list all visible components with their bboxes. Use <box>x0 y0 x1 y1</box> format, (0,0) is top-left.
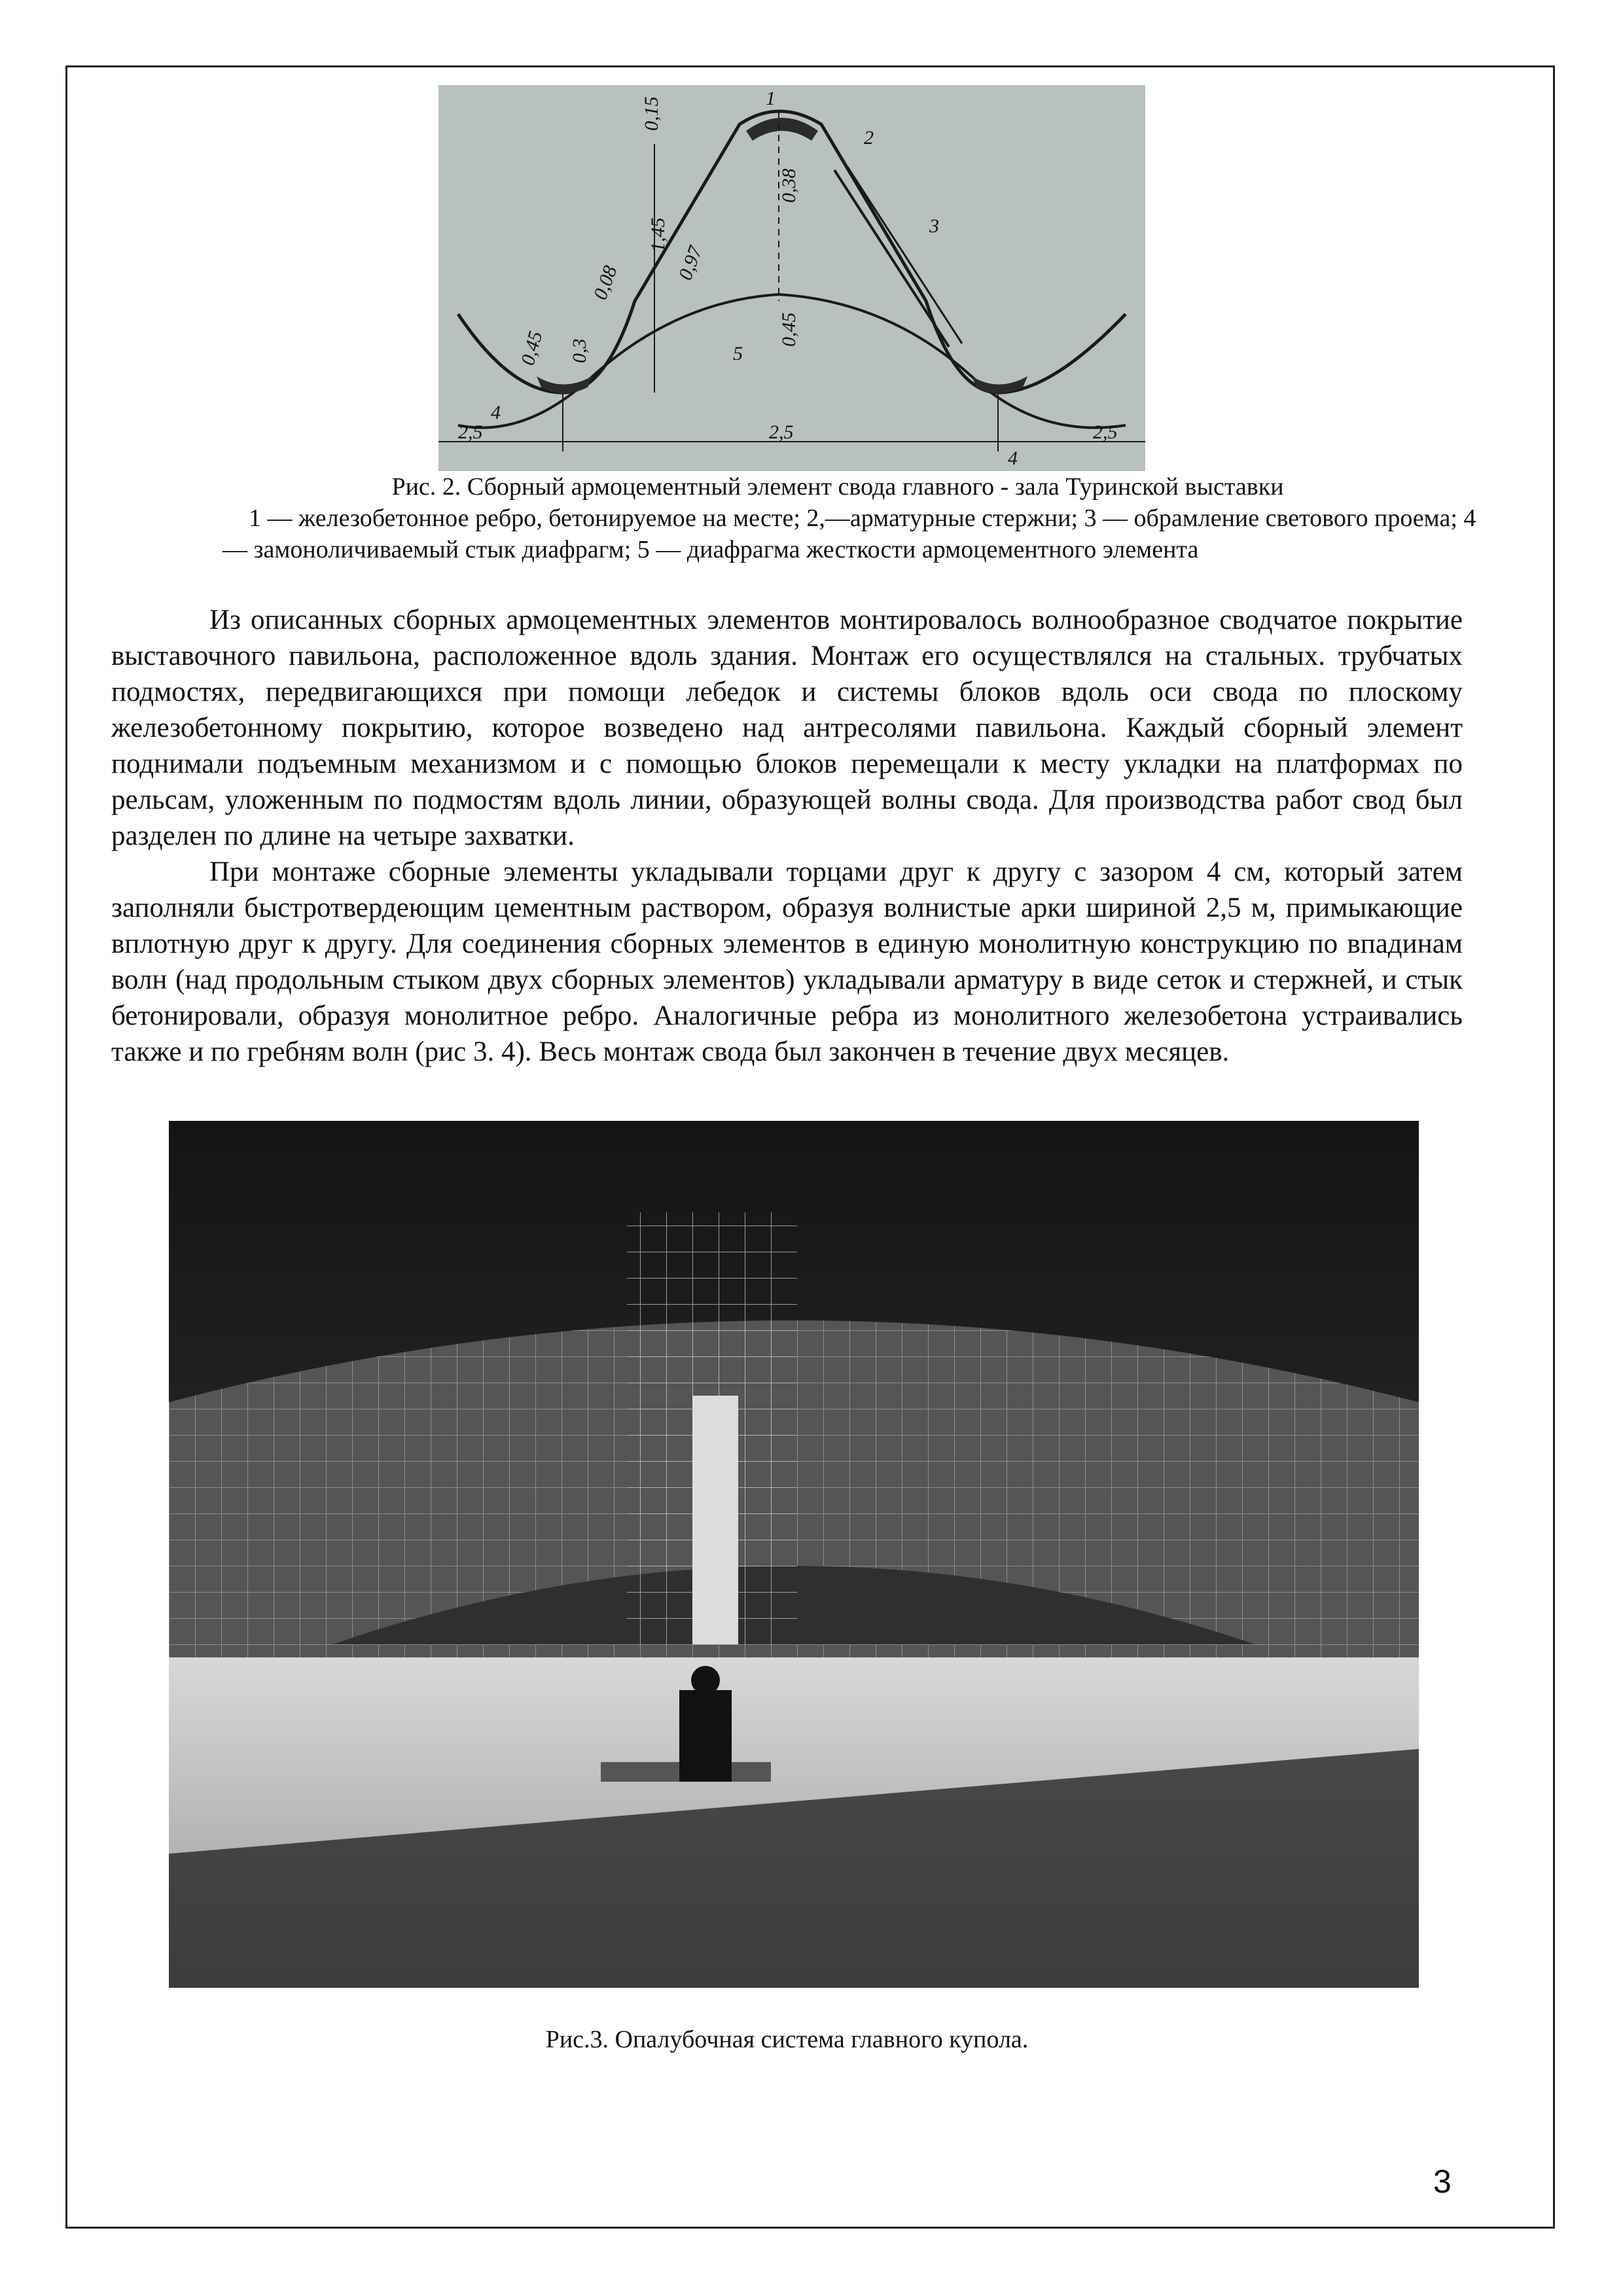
dim-097: 0,97 <box>674 243 707 283</box>
figure-2-drawing <box>438 85 1145 471</box>
figure-2-title: Рис. 2. Сборный армоцементный элемент свода главного - зала Туринской выставки <box>391 473 1284 501</box>
dim-03: 0,3 <box>569 338 590 363</box>
figure-3-photo <box>169 1121 1419 1988</box>
body-text <box>111 602 1463 1070</box>
label-4-right: 4 <box>1008 448 1018 469</box>
figure-2-caption <box>196 471 1479 565</box>
page-number: 3 <box>1433 2163 1452 2200</box>
figure-3-caption: Рис.3. Опалубочная система главного купола. <box>545 2026 1029 2053</box>
dim-015: 0,15 <box>641 96 662 131</box>
dim-25-right: 2,5 <box>1093 421 1118 443</box>
label-1: 1 <box>766 88 776 109</box>
label-2: 2 <box>864 127 874 149</box>
dim-045-mid: 0,45 <box>778 312 800 347</box>
paragraph-2: При монтаже сборные элементы укладывали торцами друг к другу с зазором 4 см, который затем заполняли быстротвердеющим цементным раствором, образуя волнистые арки шириной 2,5 м, примыкающие вплотную друг к другу. Для соединения сборных элементов в единую монолитную конструкцию по впадинам волн (над продольным стыком двух сборных элементов) укладывали арматуру в виде сеток и стержней, и стык бетонировали, образуя монолитное ребро. Аналогичные ребра из монолитного железобетона устраивались также и по гребням волн (рис 3. 4). Весь монтаж свода был закончен в течение двух месяцев. <box>111 857 1463 1067</box>
dim-045-left: 0,45 <box>516 328 547 368</box>
dim-25-left: 2,5 <box>458 421 483 443</box>
paragraph-1: Из описанных сборных армоцементных элементов монтировалось волнообразное сводчатое покрытие выставочного павильона, расположенное вдоль здания. Монтаж его осуществлялся на стальных. трубчатых подмостях, передвигающихся при помощи лебедок и системы блоков вдоль оси свода по плоскому железобетонному покрытию, которое возведено над антресолями павильона. Каждый сборный элемент поднимали подъемным механизмом и с помощью блоков перемещали к месту укладки на платформах по рельсам, уложенным по подмостям вдоль линии, образующей волны свода. Для производства работ свод был разделен по длине на четыре захватки. <box>111 605 1463 851</box>
dim-145: 1,45 <box>647 217 669 252</box>
label-4-left: 4 <box>491 402 501 423</box>
dim-038: 0,38 <box>778 168 800 203</box>
label-5: 5 <box>733 343 743 364</box>
dim-25-mid: 2,5 <box>769 421 794 443</box>
dim-008: 0,08 <box>589 262 622 303</box>
figure-2-legend: 1 — железобетонное ребро, бетонируемое на месте; 2,—арматурные стержни; 3 — обрамление светового проема; 4 — замоноличиваемый стык диафрагм; 5 — диафрагма жесткости армоцементного элемента <box>223 504 1476 563</box>
label-3: 3 <box>929 215 939 237</box>
